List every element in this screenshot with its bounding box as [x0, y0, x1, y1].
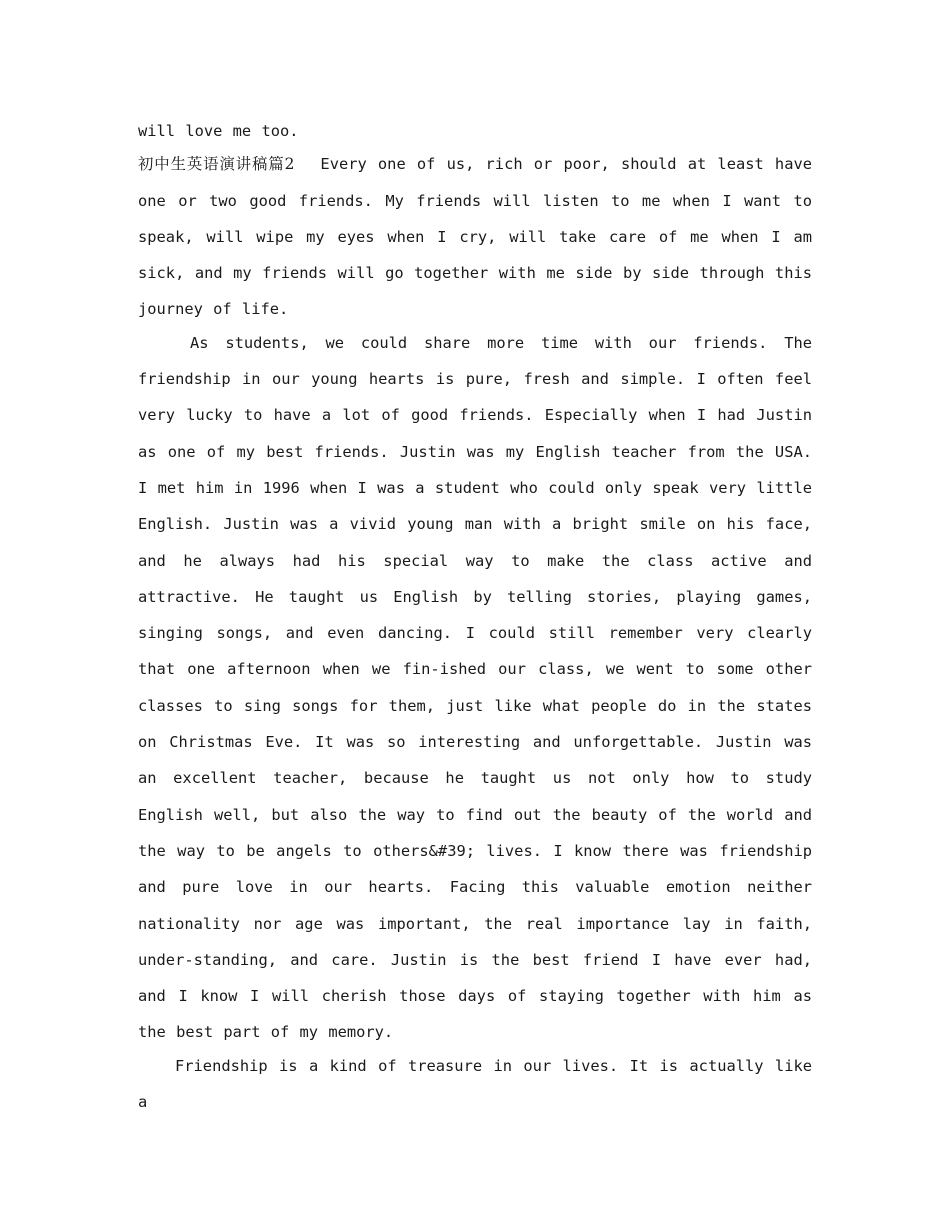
paragraph-3: Friendship is a kind of treasure in our lives. It is actually like a — [138, 1056, 812, 1112]
document-body — [138, 113, 812, 1120]
paragraph-1 — [138, 146, 812, 327]
speech-title: 初中生英语演讲稿篇2 — [138, 155, 295, 174]
continuation-line: will love me too. — [138, 122, 299, 140]
paragraph-2: As students, we could share more time with our friends. The friendship in our young hearts is pure, fresh and simple. I often feel very lucky to have a lot of good friends. Especially when I had Justin as one of my best friends. Justin was my English teacher from the USA. I met him in 1996 when I was a student who could only speak very little English. Justin was a vivid young man with a bright smile on his face, and he always had his special way to make the class active and attractive. He taught us English by telling stories, playing games, singing songs, and even dancing. I could still remember very clearly that one afternoon when we fin-ished our class, we went to some other classes to sing songs for them, just like what people do in the states on Christmas Eve. It was so interesting and unforgettable. Justin was an excellent teacher, because he taught us not only how to study English well, but also the way to find out the beauty of the world and the way to be angels to others&#39; lives. I know there was friendship and pure love in our hearts. Facing this valuable emotion neither nationality nor age was important, the real importance lay in faith, under-standing, and care. Justin is the best friend I have ever had, and I know I will cherish those days of staying together with him as the best part of my memory. — [138, 333, 812, 1042]
paragraph-1-text: Every one of us, rich or poor, should at least have one or two good friends. My friends will listen to me when I want to speak, will wipe my eyes when I cry, will take care of me when I am sick, and my friends will go together with me side by side through this journey of life. — [138, 155, 812, 319]
